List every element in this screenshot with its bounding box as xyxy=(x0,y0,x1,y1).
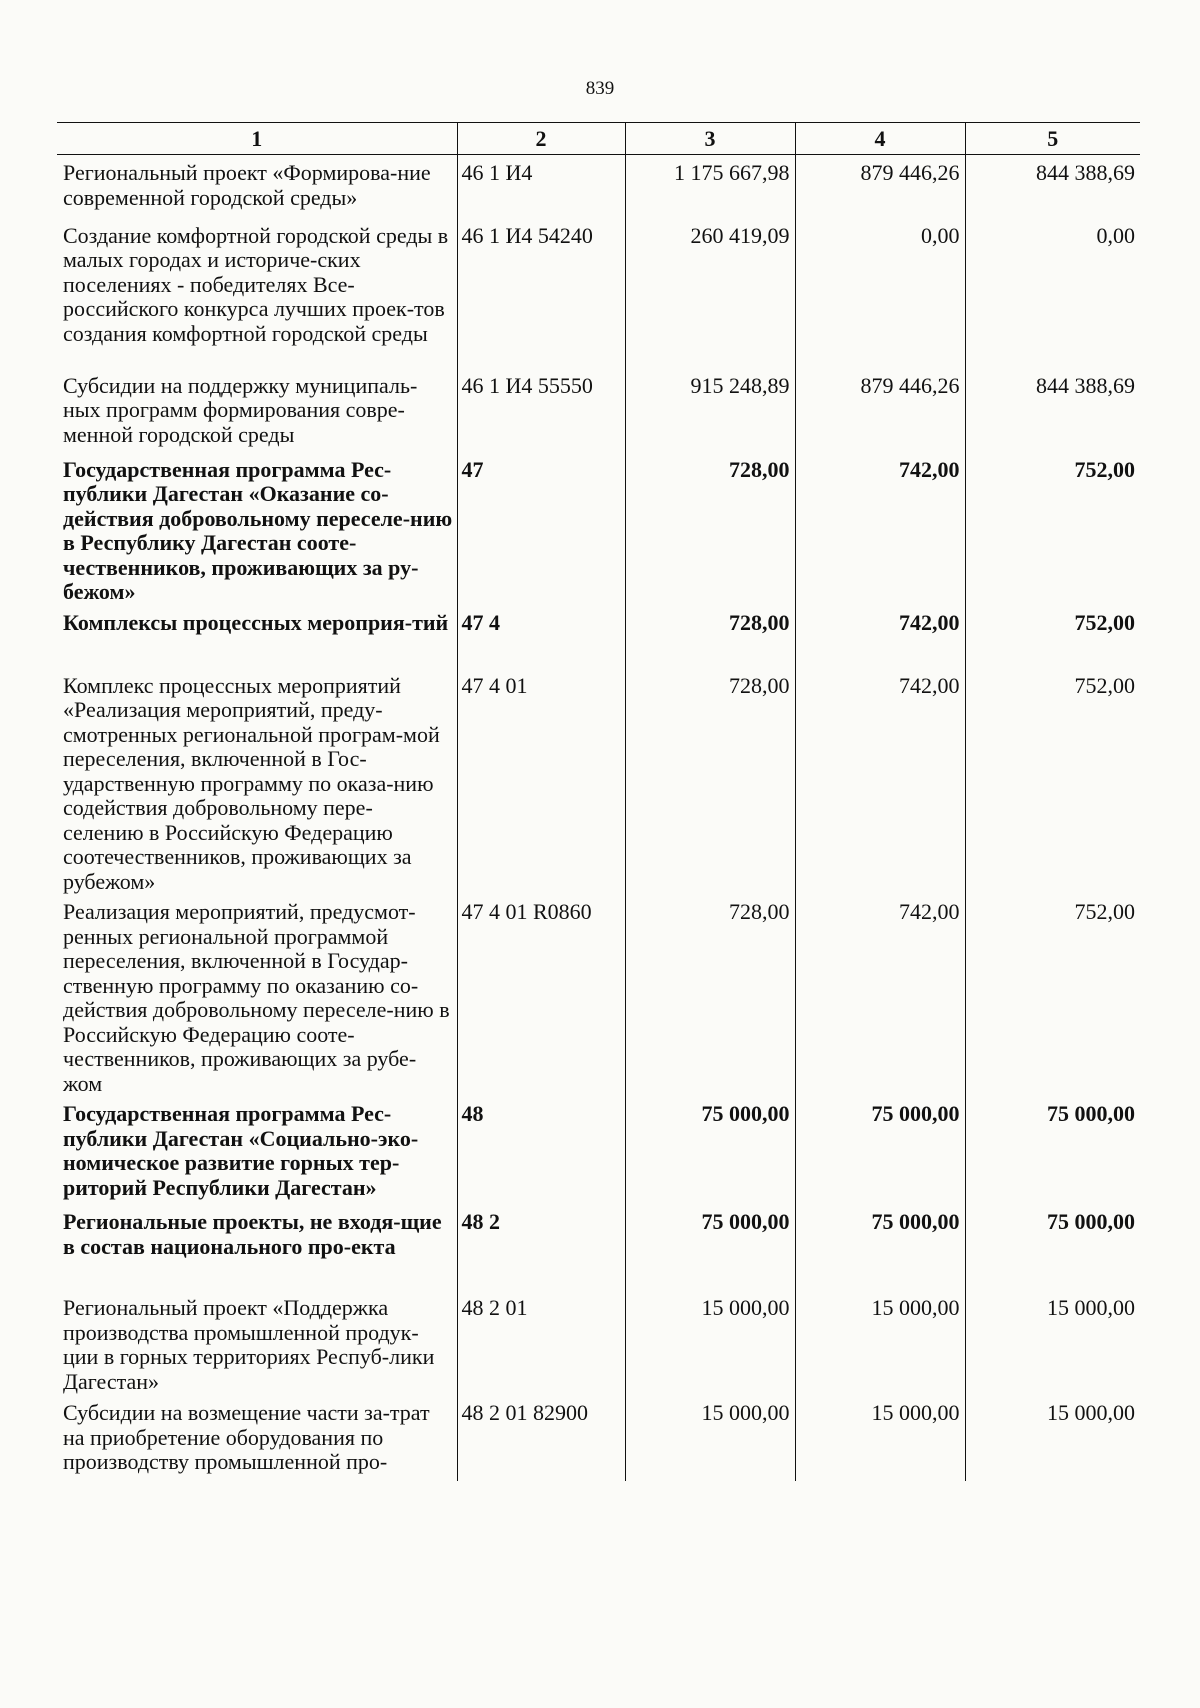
row-code-cell: 47 4 01 R0860 xyxy=(457,894,625,1096)
row-name-cell: Субсидии на поддержку муниципаль-ных программ формирования совре-менной городской среды xyxy=(63,372,418,447)
row-value-col5: 75 000,00 xyxy=(965,1204,1140,1290)
table-row xyxy=(57,1204,1140,1290)
row-code-cell: 47 xyxy=(457,452,625,605)
budget-table xyxy=(57,122,1140,1481)
row-value-col5: 752,00 xyxy=(965,605,1140,668)
row-value-col4: 742,00 xyxy=(795,452,965,605)
row-value-col4: 15 000,00 xyxy=(795,1395,965,1481)
table-row xyxy=(57,452,1140,605)
row-name-cell: Государственная программа Рес-публики Дагестан «Социально-эко-номическое развитие горных тер-риторий Республики Дагестан» xyxy=(63,1101,419,1200)
column-header: 3 xyxy=(625,123,795,155)
table-row xyxy=(57,1096,1140,1204)
row-value-col5: 844 388,69 xyxy=(965,155,1140,218)
row-value-col4: 75 000,00 xyxy=(795,1204,965,1290)
table-row xyxy=(57,668,1140,895)
row-name-cell: Региональный проект «Формирова-ние современной городской среды» xyxy=(63,160,431,210)
table-row xyxy=(57,605,1140,668)
table-row xyxy=(57,218,1140,368)
row-name-cell: Комплексы процессных мероприя-тий xyxy=(63,609,449,635)
table-header-row xyxy=(57,123,1140,155)
row-value-col3: 260 419,09 xyxy=(625,218,795,368)
row-value-col3: 728,00 xyxy=(625,894,795,1096)
row-value-col3: 728,00 xyxy=(625,668,795,895)
row-value-col3: 915 248,89 xyxy=(625,368,795,452)
row-name-cell: Создание комфортной городской среды в малых городах и историче-ских поселениях - победителях Все-российского конкурса лучших проек-тов создания комфортной городской среды xyxy=(63,222,449,346)
row-code-cell: 47 4 xyxy=(457,605,625,668)
row-name-cell: Реализация мероприятий, предусмот-ренных региональной программой переселения, включенной в Государ-ственную программу по оказанию со-действия добровольному переселе-нию в Российскую Федерацию сооте-чественников, проживающих за рубе-жом xyxy=(63,899,450,1096)
row-value-col5: 15 000,00 xyxy=(965,1395,1140,1481)
table-row xyxy=(57,368,1140,452)
row-value-col3: 728,00 xyxy=(625,452,795,605)
row-value-col3: 15 000,00 xyxy=(625,1290,795,1395)
row-value-col4: 742,00 xyxy=(795,605,965,668)
row-value-col4: 879 446,26 xyxy=(795,368,965,452)
row-name-cell: Комплекс процессных мероприятий «Реализация мероприятий, преду-смотренных региональной програм-мой переселения, включенной в Гос-ударственную программу по оказа-нию содействия добровольному пере-селению в Российскую Федерацию соотечественников, проживающих за рубежом» xyxy=(63,672,440,894)
column-header: 2 xyxy=(457,123,625,155)
row-name-cell: Государственная программа Рес-публики Дагестан «Оказание со-действия добровольному переселе-нию в Республику Дагестан сооте-чественников, проживающих за ру-бежом» xyxy=(63,456,453,604)
row-code-cell: 48 2 01 xyxy=(457,1290,625,1395)
table-row xyxy=(57,894,1140,1096)
row-value-col5: 15 000,00 xyxy=(965,1290,1140,1395)
row-value-col4: 742,00 xyxy=(795,668,965,895)
row-value-col5: 844 388,69 xyxy=(965,368,1140,452)
table-row xyxy=(57,1395,1140,1481)
row-value-col3: 1 175 667,98 xyxy=(625,155,795,218)
column-header: 5 xyxy=(965,123,1140,155)
row-value-col5: 752,00 xyxy=(965,452,1140,605)
table-row xyxy=(57,1290,1140,1395)
row-value-col5: 752,00 xyxy=(965,668,1140,895)
row-code-cell: 46 1 И4 54240 xyxy=(457,218,625,368)
row-name-cell: Субсидии на возмещение части за-трат на приобретение оборудования по производству промышленной про- xyxy=(63,1400,430,1474)
row-code-cell: 48 2 01 82900 xyxy=(457,1395,625,1481)
table-row xyxy=(57,155,1140,218)
row-name-cell: Региональный проект «Поддержка производства промышленной продук-ции в горных территориях Респуб-лики Дагестан» xyxy=(63,1295,435,1394)
row-value-col3: 75 000,00 xyxy=(625,1204,795,1290)
row-value-col5: 0,00 xyxy=(965,218,1140,368)
column-header: 4 xyxy=(795,123,965,155)
table-body xyxy=(57,155,1140,1482)
row-value-col5: 75 000,00 xyxy=(965,1096,1140,1204)
row-code-cell: 46 1 И4 55550 xyxy=(457,368,625,452)
row-code-cell: 48 xyxy=(457,1096,625,1204)
row-name-cell: Региональные проекты, не входя-щие в состав национального про-екта xyxy=(63,1209,442,1259)
row-value-col4: 15 000,00 xyxy=(795,1290,965,1395)
row-code-cell: 48 2 xyxy=(457,1204,625,1290)
row-value-col4: 879 446,26 xyxy=(795,155,965,218)
row-value-col4: 0,00 xyxy=(795,218,965,368)
row-code-cell: 47 4 01 xyxy=(457,668,625,895)
page-number: 839 xyxy=(585,78,615,99)
row-value-col5: 752,00 xyxy=(965,894,1140,1096)
row-value-col3: 75 000,00 xyxy=(625,1096,795,1204)
row-code-cell: 46 1 И4 xyxy=(457,155,625,218)
row-value-col3: 15 000,00 xyxy=(625,1395,795,1481)
row-value-col4: 742,00 xyxy=(795,894,965,1096)
row-value-col3: 728,00 xyxy=(625,605,795,668)
column-header: 1 xyxy=(57,123,457,155)
row-value-col4: 75 000,00 xyxy=(795,1096,965,1204)
